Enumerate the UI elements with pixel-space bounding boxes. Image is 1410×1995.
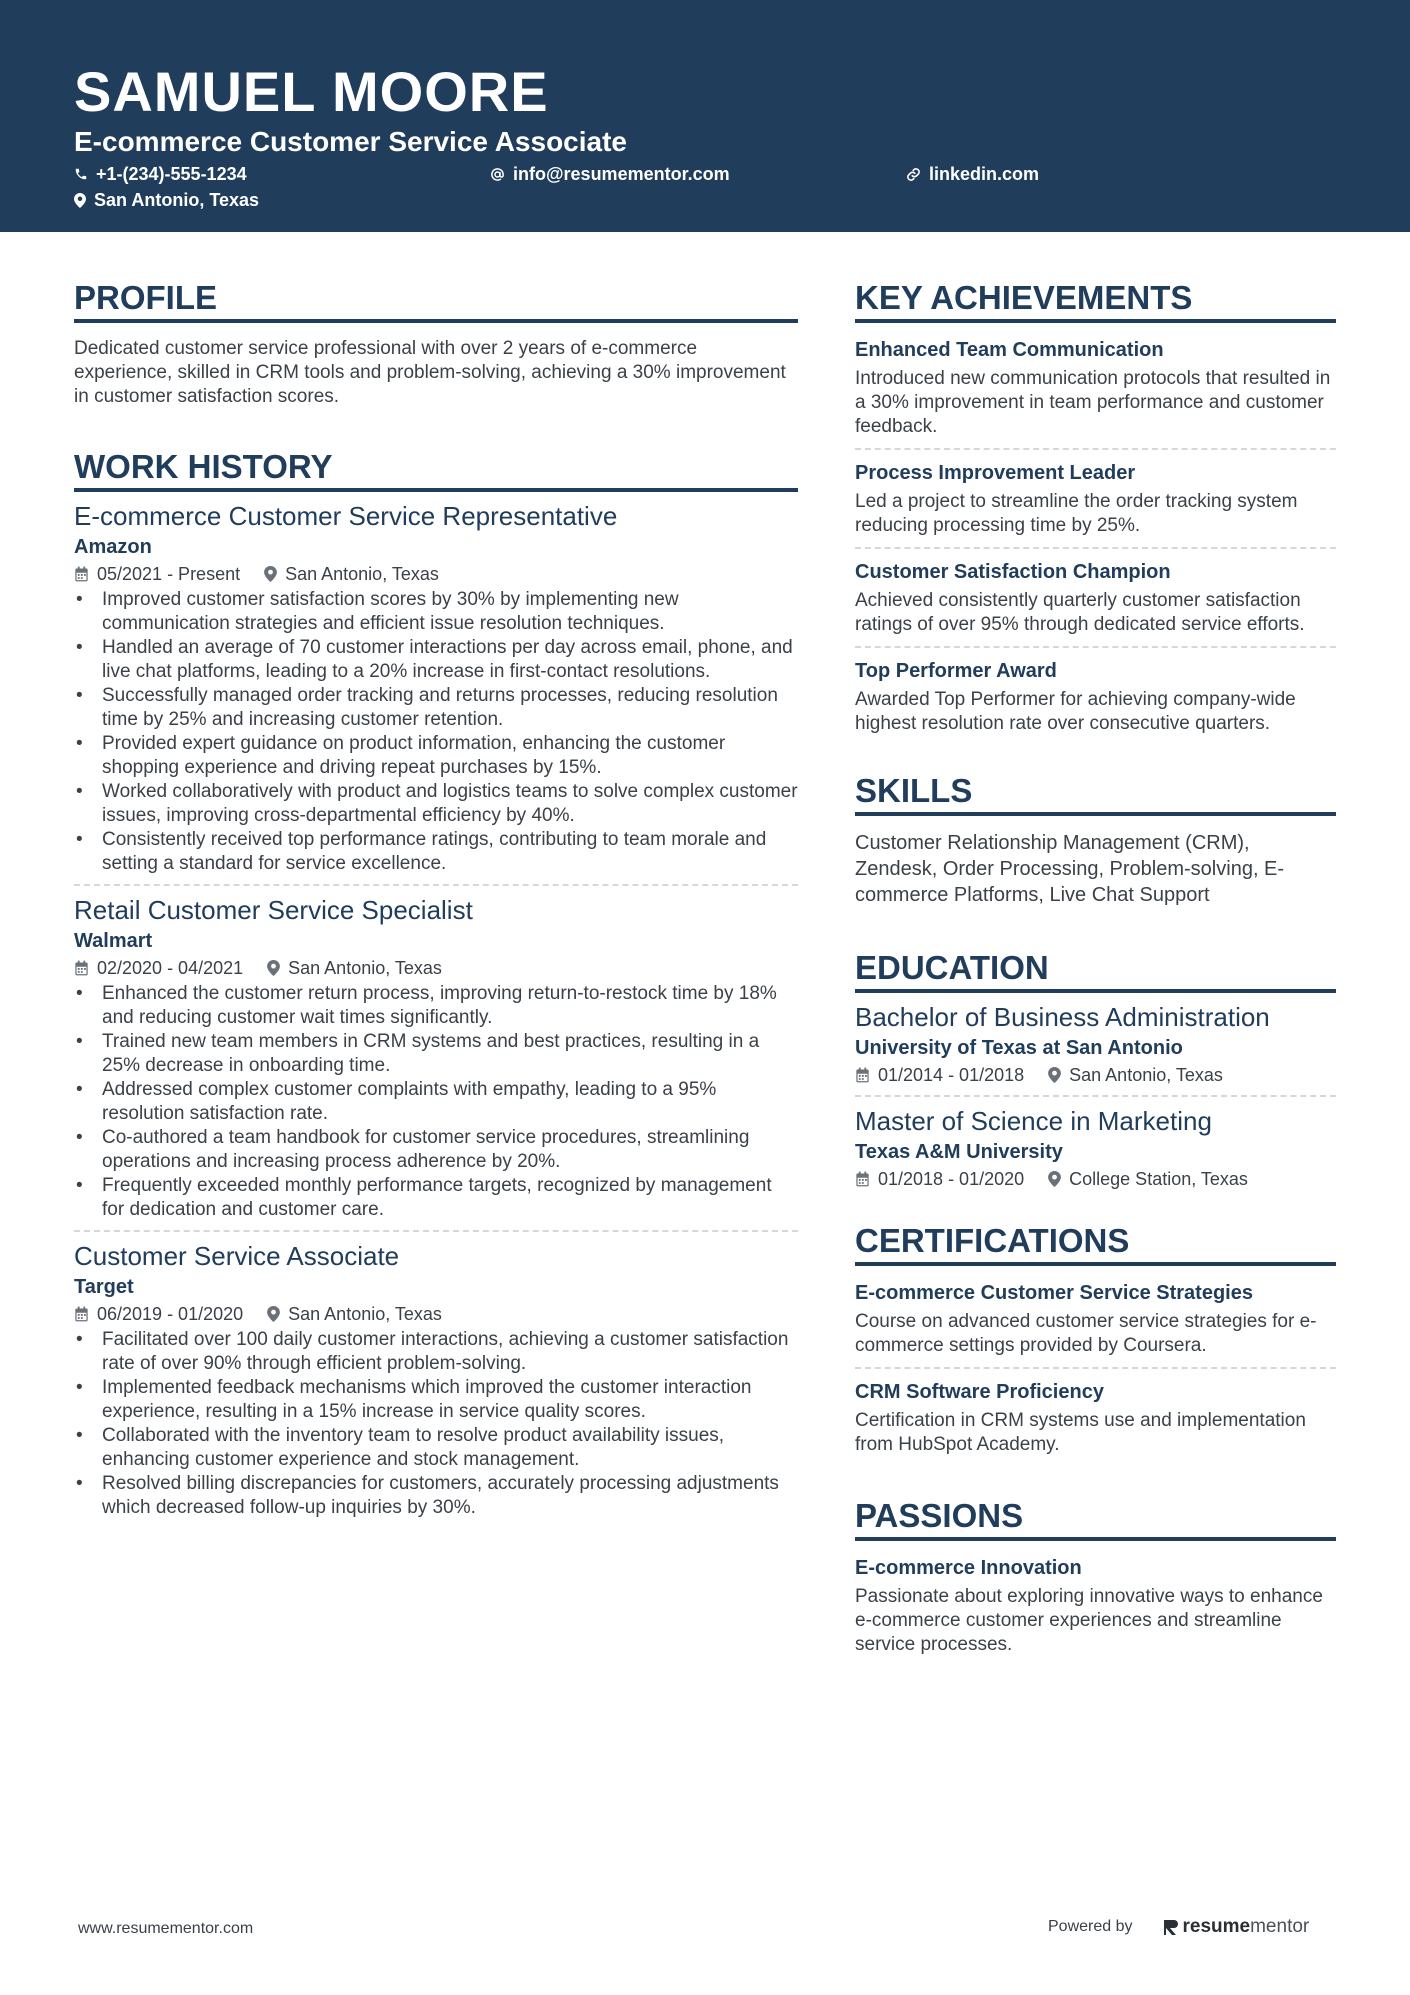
achievement-desc: Led a project to streamline the order tracking system reducing processing time by 25%. <box>855 491 1298 536</box>
bullet-item: • Consistently received top performance ratings, contributing to team morale and setting a standard for service excellence. <box>74 828 798 876</box>
job-dates: 02/2020 - 04/2021 <box>97 958 244 978</box>
passion-title: E-commerce Innovation <box>855 1557 1082 1579</box>
brand-logo[interactable] <box>1163 1916 1310 1938</box>
certification-item <box>855 1379 1336 1466</box>
bullet-item: • Addressed complex customer complaints with empathy, leading to a 95% resolution satisfaction rate. <box>74 1078 798 1126</box>
job-company: Amazon <box>74 536 152 558</box>
phone-icon <box>74 167 88 181</box>
achievement-title: Process Improvement Leader <box>855 462 1136 484</box>
bullet-item: • Resolved billing discrepancies for customers, accurately processing adjustments which decreased follow-up inquiries by 30%. <box>74 1472 798 1520</box>
achievement-item <box>855 460 1336 547</box>
candidate-name: SAMUEL MOORE <box>74 60 549 123</box>
education-dates: 01/2014 - 01/2018 <box>878 1065 1025 1085</box>
education-heading: EDUCATION <box>855 948 1336 993</box>
skills-heading: SKILLS <box>855 771 1336 816</box>
job-divider <box>74 1230 798 1232</box>
job-title: Retail Customer Service Specialist <box>74 895 473 925</box>
contact-email[interactable] <box>490 163 730 185</box>
job-bullets <box>74 1328 798 1520</box>
certification-divider <box>855 1367 1336 1369</box>
job-entry <box>74 1240 798 1520</box>
certifications-heading: CERTIFICATIONS <box>855 1221 1336 1266</box>
education-degree: Bachelor of Business Administration <box>855 1002 1270 1032</box>
job-bullets <box>74 588 798 876</box>
location-pin-icon <box>1048 1171 1061 1187</box>
education-meta <box>855 1167 1336 1191</box>
job-company: Target <box>74 1276 134 1298</box>
calendar-icon <box>74 960 89 976</box>
link-icon <box>906 167 921 182</box>
bullet-item: • Handled an average of 70 customer interactions per day across email, phone, and live chat platforms, leading to a 20% increase in first-contact resolutions. <box>74 636 798 684</box>
certification-item <box>855 1280 1336 1367</box>
education-divider <box>855 1095 1336 1097</box>
job-dates: 05/2021 - Present <box>97 564 241 584</box>
job-title: Customer Service Associate <box>74 1241 400 1271</box>
education-location: College Station, Texas <box>1069 1169 1248 1189</box>
contact-linkedin[interactable] <box>906 163 1039 185</box>
phone-text: +1-(234)-555-1234 <box>96 164 247 184</box>
resumementor-logo-icon <box>1163 1918 1179 1936</box>
certification-title: E-commerce Customer Service Strategies <box>855 1282 1253 1304</box>
job-meta <box>74 562 798 586</box>
education-location: San Antonio, Texas <box>1069 1065 1223 1085</box>
bullet-item: • Improved customer satisfaction scores by 30% by implementing new communication strategies and efficient issue resolution techniques. <box>74 588 798 636</box>
location-pin-icon <box>1048 1067 1061 1083</box>
achievement-item <box>855 559 1336 646</box>
achievement-divider <box>855 547 1336 549</box>
profile-text: Dedicated customer service professional with over 2 years of e-commerce experience, skilled in CRM tools and problem-solving, achieving a 30% improvement in customer satisfaction scores. <box>74 338 786 407</box>
job-location: San Antonio, Texas <box>285 564 439 584</box>
job-bullets <box>74 982 798 1222</box>
location-pin-icon <box>264 566 277 582</box>
achievement-desc: Achieved consistently quarterly customer satisfaction ratings of over 95% through dedicated service efforts. <box>855 590 1305 635</box>
education-school: Texas A&M University <box>855 1141 1063 1163</box>
work-history-heading: WORK HISTORY <box>74 447 798 492</box>
education-degree: Master of Science in Marketing <box>855 1106 1212 1136</box>
contact-location <box>74 189 259 211</box>
skills-text: Customer Relationship Management (CRM), Zendesk, Order Processing, Problem-solving, E-commerce Platforms, Live Chat Support <box>855 832 1285 906</box>
calendar-icon <box>855 1067 870 1083</box>
location-pin-icon <box>74 193 86 208</box>
achievement-title: Customer Satisfaction Champion <box>855 561 1171 583</box>
achievement-title: Enhanced Team Communication <box>855 339 1164 361</box>
achievement-divider <box>855 646 1336 648</box>
bullet-item: • Facilitated over 100 daily customer interactions, achieving a customer satisfaction rate of over 90% through efficient problem-solving. <box>74 1328 798 1376</box>
resume-header <box>0 0 1410 232</box>
job-title: E-commerce Customer Service Representative <box>74 501 618 531</box>
job-dates: 06/2019 - 01/2020 <box>97 1304 244 1324</box>
job-location: San Antonio, Texas <box>288 1304 442 1324</box>
bullet-item: • Implemented feedback mechanisms which improved the customer interaction experience, resulting in a 15% increase in service quality scores. <box>74 1376 798 1424</box>
calendar-icon <box>74 566 89 582</box>
bullet-item: • Provided expert guidance on product information, enhancing the customer shopping experience and driving repeat purchases by 15%. <box>74 732 798 780</box>
brand-light-text: mentor <box>1250 1916 1310 1937</box>
job-entry <box>74 500 798 876</box>
calendar-icon <box>74 1306 89 1322</box>
location-text: San Antonio, Texas <box>94 190 260 210</box>
powered-by-text: Powered by <box>1048 1918 1133 1935</box>
education-dates: 01/2018 - 01/2020 <box>878 1169 1025 1189</box>
achievement-desc: Awarded Top Performer for achieving company-wide highest resolution rate over consecutive quarters. <box>855 689 1296 734</box>
passion-item <box>855 1555 1336 1666</box>
bullet-item: • Worked collaboratively with product and logistics teams to solve complex customer issues, improving cross-departmental efficiency by 40%. <box>74 780 798 828</box>
bullet-item: • Trained new team members in CRM systems and best practices, resulting in a 25% decrease in onboarding time. <box>74 1030 798 1078</box>
footer-branding <box>1048 1916 1309 1938</box>
achievement-item <box>855 658 1336 745</box>
profile-heading: PROFILE <box>74 278 798 323</box>
job-entry <box>74 894 798 1222</box>
location-pin-icon <box>267 960 280 976</box>
brand-bold-text: resume <box>1182 1916 1251 1937</box>
achievement-title: Top Performer Award <box>855 660 1057 682</box>
education-school: University of Texas at San Antonio <box>855 1037 1183 1059</box>
education-meta <box>855 1063 1336 1087</box>
bullet-item: • Successfully managed order tracking and returns processes, reducing resolution time by 25% and increasing customer retention. <box>74 684 798 732</box>
candidate-title: E-commerce Customer Service Associate <box>74 126 627 157</box>
achievement-desc: Introduced new communication protocols that resulted in a 30% improvement in team performance and customer feedback. <box>855 368 1331 437</box>
job-company: Walmart <box>74 930 153 952</box>
education-item <box>855 1105 1336 1191</box>
passions-heading: PASSIONS <box>855 1496 1336 1541</box>
job-meta <box>74 1302 798 1326</box>
bullet-item: • Co-authored a team handbook for customer service procedures, streamlining operations and increasing process adherence by 20%. <box>74 1126 798 1174</box>
location-pin-icon <box>267 1306 280 1322</box>
education-item <box>855 1001 1336 1087</box>
at-icon <box>490 167 505 182</box>
right-column <box>855 278 1336 1666</box>
bullet-item: • Collaborated with the inventory team to resolve product availability issues, enhancing customer experience and stock management. <box>74 1424 798 1472</box>
job-meta <box>74 956 798 980</box>
passion-desc: Passionate about exploring innovative ways to enhance e-commerce customer experiences and streamline service processes. <box>855 1586 1323 1655</box>
footer-website[interactable]: www.resumementor.com <box>78 1920 254 1937</box>
bullet-item: • Frequently exceeded monthly performance targets, recognized by management for dedication and customer care. <box>74 1174 798 1222</box>
achievements-heading: KEY ACHIEVEMENTS <box>855 278 1336 323</box>
certification-desc: Course on advanced customer service strategies for e-commerce settings provided by Coursera. <box>855 1311 1317 1356</box>
achievement-divider <box>855 448 1336 450</box>
certification-desc: Certification in CRM systems use and implementation from HubSpot Academy. <box>855 1410 1306 1455</box>
bullet-item: • Enhanced the customer return process, improving return-to-restock time by 18% and reducing customer wait times significantly. <box>74 982 798 1030</box>
job-divider <box>74 884 798 886</box>
achievement-item <box>855 337 1336 448</box>
job-location: San Antonio, Texas <box>288 958 442 978</box>
contact-phone <box>74 163 247 185</box>
left-column <box>74 278 798 1520</box>
linkedin-text[interactable]: linkedin.com <box>929 164 1040 184</box>
calendar-icon <box>855 1171 870 1187</box>
certification-title: CRM Software Proficiency <box>855 1381 1104 1403</box>
email-text[interactable]: info@resumementor.com <box>513 164 730 184</box>
